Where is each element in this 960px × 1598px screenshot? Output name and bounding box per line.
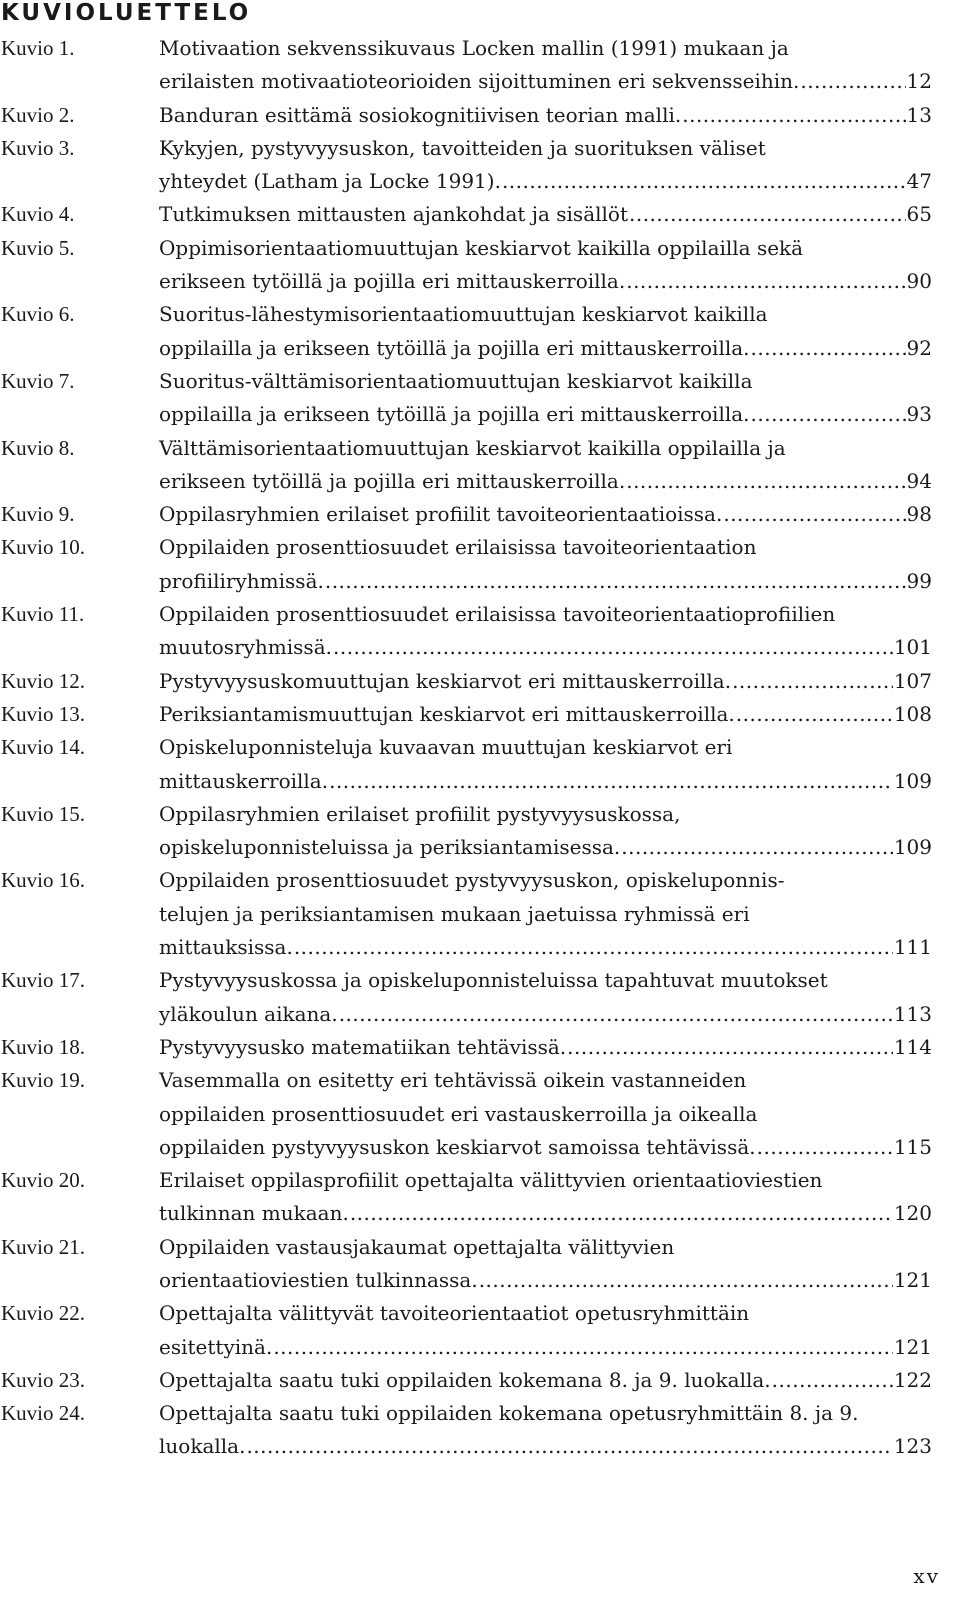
figure-title-line: [159, 1064, 932, 1097]
list-item[interactable]: [0, 198, 960, 231]
figure-title: [159, 731, 932, 798]
figure-title-text: telujen ja periksiantamisen mukaan jaetuissa ryhmissä eri: [159, 901, 750, 926]
figure-label: Kuvio 12.: [1, 668, 85, 693]
figure-label: Kuvio 24.: [1, 1401, 85, 1426]
list-item[interactable]: [0, 132, 960, 199]
figure-title: [159, 298, 932, 365]
figure-title-line: [159, 531, 932, 564]
figure-title-line: [159, 631, 932, 664]
figure-title-text: Oppimisorientaatiomuuttujan keskiarvot kaikilla oppilailla sekä: [159, 235, 804, 260]
figure-title-line: [159, 1131, 932, 1164]
figure-title-line: [159, 864, 932, 897]
figure-title: [159, 498, 932, 531]
dot-leader: [273, 1331, 893, 1364]
figure-title: [159, 1397, 932, 1464]
list-item[interactable]: [0, 99, 960, 132]
list-item[interactable]: [0, 964, 960, 1031]
dot-leader: [751, 398, 906, 431]
figure-list: [0, 32, 960, 1464]
figure-title-line: [159, 498, 932, 531]
figure-title: [159, 198, 932, 231]
figure-title-text: yläkoulun aikana.: [159, 1001, 338, 1026]
figure-title-line: [159, 1430, 932, 1463]
figure-page-number[interactable]: 65: [906, 202, 932, 227]
figure-title-line: [159, 1264, 932, 1297]
dot-leader: [246, 1430, 892, 1463]
figure-title-text: Banduran esittämä sosiokognitiivisen teorian malli.: [159, 102, 682, 127]
figure-title-line: [159, 1297, 932, 1330]
figure-title-line: [159, 365, 932, 398]
figure-title-text: Välttämisorientaatiomuuttujan keskiarvot kaikilla oppilailla ja: [159, 435, 786, 460]
list-item[interactable]: [0, 498, 960, 531]
figure-title: [159, 598, 932, 665]
figure-title: [159, 864, 932, 964]
figure-label: Kuvio 14.: [1, 735, 85, 760]
figure-title-text: oppilailla ja erikseen tytöillä ja pojilla eri mittauskerroilla.: [159, 335, 750, 360]
figure-title-line: [159, 798, 932, 831]
figure-label: Kuvio 20.: [1, 1168, 85, 1193]
list-item[interactable]: [0, 1364, 960, 1397]
list-item[interactable]: [0, 531, 960, 598]
figure-title-line: [159, 964, 932, 997]
figure-title-line: [159, 1364, 932, 1397]
figure-label: Kuvio 7.: [1, 368, 75, 393]
dot-leader: [350, 1197, 893, 1230]
figure-label: Kuvio 23.: [1, 1367, 85, 1392]
figure-title-line: [159, 465, 932, 498]
dot-leader: [626, 265, 905, 298]
figure-label: Kuvio 22.: [1, 1301, 85, 1326]
dot-leader: [325, 565, 906, 598]
figure-title-text: profiiliryhmissä.: [159, 568, 324, 593]
list-item[interactable]: [0, 1297, 960, 1364]
figure-label: Kuvio 13.: [1, 701, 85, 726]
figure-title-line: [159, 198, 932, 231]
figure-label: Kuvio 21.: [1, 1234, 85, 1259]
figure-title: [159, 1231, 932, 1298]
figure-title-text: oppilailla ja erikseen tytöillä ja pojilla eri mittauskerroilla.: [159, 402, 750, 427]
list-item[interactable]: [0, 598, 960, 665]
figure-title-line: [159, 165, 932, 198]
figure-title-text: erikseen tytöillä ja pojilla eri mittauskerroilla.: [159, 468, 626, 493]
figure-title-text: Opiskeluponnisteluja kuvaavan muuttujan keskiarvot eri: [159, 735, 733, 760]
dot-leader: [723, 498, 905, 531]
dot-leader: [682, 99, 905, 132]
figure-title-text: yhteydet (Latham ja Locke 1991).: [159, 169, 501, 194]
figure-title-text: Motivaation sekvenssikuvaus Locken mallin (1991) mukaan ja: [159, 36, 789, 60]
dot-leader: [736, 698, 893, 731]
figure-title-line: [159, 298, 932, 331]
figure-page-number[interactable]: 120: [893, 1201, 932, 1226]
list-item[interactable]: [0, 1064, 960, 1164]
list-item[interactable]: [0, 432, 960, 499]
figure-label: Kuvio 5.: [1, 235, 75, 260]
figure-title-text: oppilaiden prosenttiosuudet eri vastauskerroilla ja oikealla: [159, 1101, 758, 1126]
figure-title-text: Oppilasryhmien erilaiset profiilit pystyvyysuskossa,: [159, 801, 681, 826]
figure-label: Kuvio 9.: [1, 502, 75, 527]
dot-leader: [339, 998, 893, 1031]
figure-label: Kuvio 15.: [1, 801, 85, 826]
figure-title-text: Vasemmalla on esitetty eri tehtävissä oikein vastanneiden: [159, 1068, 747, 1093]
figure-page-number[interactable]: 90: [906, 269, 932, 294]
figure-page-number[interactable]: 93: [906, 402, 932, 427]
figure-label: Kuvio 16.: [1, 868, 85, 893]
figure-title-text: mittauksissa.: [159, 935, 293, 960]
figure-title-line: [159, 598, 932, 631]
figure-title-line: [159, 1231, 932, 1264]
figure-page-number[interactable]: 99: [906, 568, 932, 593]
figure-title-text: Pystyvyysuskomuuttujan keskiarvot eri mittauskerroilla.: [159, 668, 732, 693]
figure-title-line: [159, 1331, 932, 1364]
figure-page-number[interactable]: 12: [906, 69, 932, 94]
figure-page-number[interactable]: 115: [893, 1134, 932, 1159]
figure-title-text: Suoritus-lähestymisorientaatiomuuttujan keskiarvot kaikilla: [159, 302, 768, 327]
figure-label: Kuvio 17.: [1, 968, 85, 993]
dot-leader: [626, 465, 905, 498]
figure-label: Kuvio 18.: [1, 1034, 85, 1059]
figure-title-text: tulkinnan mukaan.: [159, 1201, 349, 1226]
figure-title-text: Suoritus-välttämisorientaatiomuuttujan keskiarvot kaikilla: [159, 368, 753, 393]
figure-title-line: [159, 32, 932, 65]
list-item[interactable]: [0, 298, 960, 365]
figure-title-text: Tutkimuksen mittausten ajankohdat ja sisällöt: [159, 202, 628, 227]
figure-title-text: Erilaiset oppilasprofiilit opettajalta välittyvien orientaatioviestien: [159, 1168, 823, 1193]
figure-page-number[interactable]: 122: [893, 1367, 932, 1392]
figure-title: [159, 1297, 932, 1364]
figure-title-line: [159, 265, 932, 298]
dot-leader: [772, 1364, 893, 1397]
figure-page-number[interactable]: 92: [906, 335, 932, 360]
figure-title-text: Oppilaiden prosenttiosuudet erilaisissa tavoiteorientaatioprofiilien: [159, 602, 836, 627]
figure-title-line: [159, 332, 932, 365]
figure-title: [159, 665, 932, 698]
page-number: xv: [913, 1564, 940, 1588]
figure-title-line: [159, 1197, 932, 1230]
figure-title-line: [159, 65, 932, 98]
figure-label: Kuvio 11.: [1, 602, 85, 627]
figure-title: [159, 365, 932, 432]
figure-title-line: [159, 1397, 932, 1430]
figure-title-line: [159, 432, 932, 465]
figure-page-number[interactable]: 101: [893, 635, 932, 660]
dot-leader: [732, 665, 893, 698]
figure-page-number[interactable]: 47: [906, 169, 932, 194]
dot-leader: [333, 631, 893, 664]
figure-page-number[interactable]: 13: [906, 102, 932, 127]
dot-leader: [621, 831, 893, 864]
figure-title: [159, 232, 932, 299]
figure-label: Kuvio 2.: [1, 102, 75, 127]
figure-title: [159, 132, 932, 199]
list-item[interactable]: [0, 798, 960, 865]
figure-title: [159, 1064, 932, 1164]
figure-title-text: oppilaiden pystyvyysuskon keskiarvot samoissa tehtävissä.: [159, 1134, 756, 1159]
dot-leader: [479, 1264, 893, 1297]
figure-page-number[interactable]: 121: [893, 1267, 932, 1292]
figure-page-number[interactable]: 114: [893, 1034, 932, 1059]
figure-title-text: Periksiantamismuuttujan keskiarvot eri mittauskerroilla.: [159, 701, 735, 726]
figure-label: Kuvio 19.: [1, 1068, 85, 1093]
dot-leader: [757, 1131, 893, 1164]
figure-title-line: [159, 1098, 932, 1131]
figure-page-number[interactable]: 98: [906, 502, 932, 527]
figure-title-text: orientaatioviestien tulkinnassa.: [159, 1267, 478, 1292]
figure-page-number[interactable]: 94: [906, 468, 932, 493]
dot-leader: [751, 332, 906, 365]
dot-leader: [629, 198, 906, 231]
figure-title-line: [159, 1164, 932, 1197]
list-item[interactable]: [0, 731, 960, 798]
dot-leader: [567, 1031, 893, 1064]
figure-title: [159, 964, 932, 1031]
figure-title: [159, 798, 932, 865]
figure-title: [159, 1031, 932, 1064]
figure-title: [159, 432, 932, 499]
figure-page-number[interactable]: 123: [893, 1434, 932, 1459]
dot-leader: [800, 65, 905, 98]
list-item[interactable]: [0, 698, 960, 731]
dot-leader: [502, 165, 906, 198]
figure-title-line: [159, 665, 932, 698]
figure-title-text: Kykyjen, pystyvyysuskon, tavoitteiden ja suorituksen väliset: [159, 135, 766, 160]
list-item[interactable]: [0, 32, 960, 99]
figure-title-text: Oppilasryhmien erilaiset profiilit tavoiteorientaatioissa.: [159, 502, 723, 527]
figure-title-line: [159, 1031, 932, 1064]
figure-title-line: [159, 398, 932, 431]
figure-title-text: muutosryhmissä.: [159, 635, 332, 660]
figure-title-text: Opettajalta saatu tuki oppilaiden kokemana 8. ja 9. luokalla.: [159, 1367, 771, 1392]
figure-title-text: Pystyvyysusko matematiikan tehtävissä.: [159, 1034, 567, 1059]
figure-title-line: [159, 232, 932, 265]
figure-title-text: mittauskerroilla.: [159, 768, 329, 793]
figure-title-line: [159, 765, 932, 798]
list-item[interactable]: [0, 365, 960, 432]
figure-title: [159, 99, 932, 132]
figure-title-text: Pystyvyysuskossa ja opiskeluponnisteluissa tapahtuvat muutokset: [159, 968, 828, 993]
figure-title-text: Oppilaiden prosenttiosuudet pystyvyysuskon, opiskeluponnis-: [159, 868, 785, 893]
figure-title-text: Opettajalta välittyvät tavoiteorientaatiot opetusryhmittäin: [159, 1301, 750, 1326]
figure-label: Kuvio 8.: [1, 435, 75, 460]
figure-title-line: [159, 731, 932, 764]
figure-label: Kuvio 10.: [1, 535, 85, 560]
figure-title-line: [159, 698, 932, 731]
figure-title-line: [159, 99, 932, 132]
list-item[interactable]: [0, 232, 960, 299]
figure-page-number[interactable]: 121: [893, 1334, 932, 1359]
figure-title: [159, 1164, 932, 1231]
page-title: KUVIOLUETTELO: [1, 0, 252, 26]
dot-leader: [329, 765, 893, 798]
figure-title-line: [159, 565, 932, 598]
list-item[interactable]: [0, 665, 960, 698]
figure-title-text: erikseen tytöillä ja pojilla eri mittauskerroilla.: [159, 269, 626, 294]
figure-page-number[interactable]: 109: [893, 835, 932, 860]
figure-title: [159, 698, 932, 731]
figure-title-line: [159, 931, 932, 964]
figure-page-number[interactable]: 111: [893, 935, 932, 960]
figure-title-text: Oppilaiden prosenttiosuudet erilaisissa tavoiteorientaation: [159, 535, 757, 560]
figure-label: Kuvio 1.: [1, 36, 75, 60]
figure-page-number[interactable]: 113: [893, 1001, 932, 1026]
figure-page-number[interactable]: 108: [893, 701, 932, 726]
figure-title-text: Oppilaiden vastausjakaumat opettajalta välittyvien: [159, 1234, 675, 1259]
figure-title-text: esitettyinä.: [159, 1334, 273, 1359]
figure-title-text: Opettajalta saatu tuki oppilaiden kokemana opetusryhmittäin 8. ja 9.: [159, 1401, 859, 1426]
figure-page-number[interactable]: 107: [893, 668, 932, 693]
figure-title-line: [159, 132, 932, 165]
dot-leader: [294, 931, 893, 964]
figure-title-text: luokalla.: [159, 1434, 246, 1459]
figure-title-line: [159, 898, 932, 931]
list-item[interactable]: [0, 1031, 960, 1064]
figure-title-line: [159, 998, 932, 1031]
figure-label: Kuvio 3.: [1, 135, 75, 160]
figure-label: Kuvio 6.: [1, 302, 75, 327]
figure-title: [159, 32, 932, 99]
list-item[interactable]: [0, 864, 960, 964]
figure-title: [159, 1364, 932, 1397]
figure-title-line: [159, 831, 932, 864]
figure-title: [159, 531, 932, 598]
figure-title-text: opiskeluponnisteluissa ja periksiantamisessa.: [159, 835, 621, 860]
figure-label: Kuvio 4.: [1, 202, 75, 227]
figure-page-number[interactable]: 109: [893, 768, 932, 793]
list-item[interactable]: [0, 1397, 960, 1464]
list-item[interactable]: [0, 1231, 960, 1298]
figure-title-text: erilaisten motivaatioteorioiden sijoittuminen eri sekvensseihin.: [159, 69, 800, 94]
list-item[interactable]: [0, 1164, 960, 1231]
